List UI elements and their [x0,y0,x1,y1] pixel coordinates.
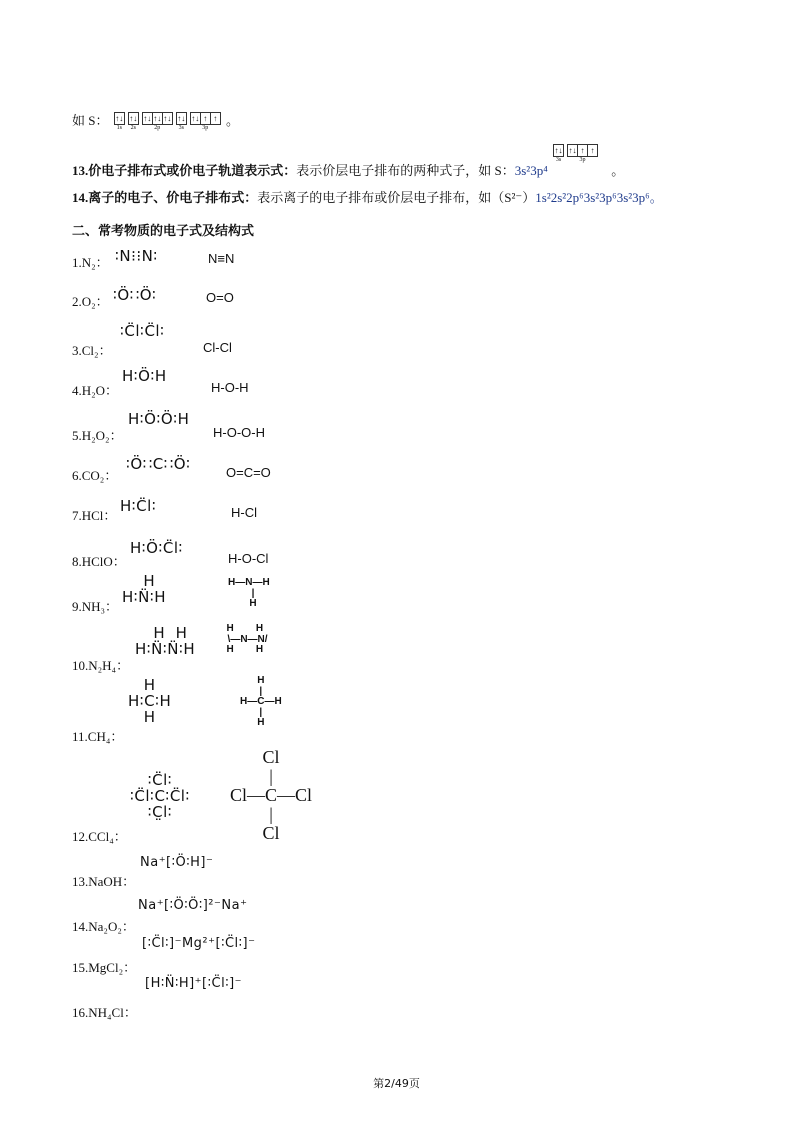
orbital-group [176,112,187,132]
item-14-text: 表示离子的电子排布或价层电子排布，如（S²⁻） [257,190,536,205]
substance-label: 11.CH₄： [72,729,124,744]
orbital-box: ↑ [201,113,211,124]
electron-formula: Na⁺[∶Ö∶Ö∶]²⁻Na⁺ [138,898,248,913]
substance-label: 10.N₂H₄： [72,658,130,673]
page-footer: 第2/49页 [373,1077,420,1090]
item-13-formula: 3s²3p⁴ [514,163,548,178]
example-prefix: 如 S： [72,113,109,128]
item-14 [72,187,663,206]
structural-formula: H-Cl [231,505,257,520]
section-title: 二、常考物质的电子式及结构式 [72,224,255,239]
orbital-box: ↑↓ [115,114,124,124]
orbital-box: ↑ [213,114,218,124]
orbital-label: 3p [202,125,209,132]
orbital-box: ↑↓ [177,114,186,124]
orbital-label: 3p [579,157,586,163]
orbital-group [114,112,125,132]
structural-formula: H—N—H | H [228,577,270,609]
substance-label: 16.NH₄Cl： [72,1005,137,1020]
substance-label: 3.Cl₂： [72,343,112,358]
orbital-group [128,112,139,132]
substance-label: 15.MgCl₂： [72,960,137,975]
electron-formula: H∶Ö∶C̈l∶ [130,539,183,557]
orbital-box: ↑↓ [143,114,152,124]
orbital-group [142,112,173,132]
substance-label: 8.HClO： [72,554,126,569]
structural-formula: H | H—C—H | H [240,675,282,728]
electron-formula: H H∶N̈∶H [122,572,167,606]
item-13 [72,146,625,179]
substance-label: 12.CCl₄： [72,829,127,844]
example-suffix: 。 [225,113,239,128]
structural-formula: Cl | Cl—C—Cl | Cl [230,747,313,843]
orbital-label: 2p [154,125,161,132]
substance-label: 1.N₂： [72,255,109,270]
orbital-diagram [114,112,221,132]
electron-formula: ∶C̈l∶C̈l∶ [120,322,165,340]
electron-formula: H∶Ö∶H [122,367,167,385]
orbital-box: ↑↓ [191,114,200,124]
substance-label: 5.H₂O₂： [72,428,123,443]
orbital-box: ↑↓ [129,114,138,124]
substance-label: 13.NaOH： [72,874,136,889]
item-13-title: 13.价电子排布式或价电子轨道表示式： [72,163,297,178]
electron-formula: ∶N⁝⁝N∶ [115,247,158,265]
substance-label: 6.CO₂： [72,468,118,483]
structural-formula: O=C=O [226,465,271,480]
electron-formula: [∶C̈l∶]⁻Mg²⁺[∶C̈l∶]⁻ [142,936,256,951]
orbital-box: ↑↓ [153,114,162,124]
structural-formula: H-O-H [211,380,249,395]
structural-formula: H H \—N—N/ H H [226,623,268,655]
substance-label: 7.HCl： [72,508,117,523]
orbital-box: ↑↓ [163,114,172,124]
substance-label: 2.O₂： [72,294,109,309]
structural-formula: N≡N [208,251,235,266]
electron-formula: ∶Ö∷C∷Ö∶ [126,455,191,473]
structural-formula: H-O-O-H [213,425,265,440]
s-orbital-example [72,110,239,132]
orbital-label: 3s [555,157,562,163]
orbital-group [190,112,221,132]
substance-label: 9.NH₃： [72,599,119,614]
structural-formula: Cl-Cl [203,340,232,355]
electron-formula: H H∶C∶H H [128,676,172,726]
valence-orbital-diagram: ↑↓ 3s ↑↓ ↑ ↑ 3p [553,144,598,164]
structural-formula: O=O [206,290,234,305]
item-13-suffix: 。 [611,163,625,178]
item-14-title: 14.离子的电子、价电子排布式： [72,190,258,205]
electron-formula: Na⁺[∶Ö∶H]⁻ [140,855,214,870]
electron-formula: [H∶N̈∶H]⁺[∶C̈l∶]⁻ [145,976,243,991]
item-13-text: 表示价层电子排布的两种式子，如 S： [296,163,515,178]
orbital-label: 3s [178,125,184,132]
structural-formula: H-O-Cl [228,551,269,566]
electron-formula: H∶Ö∶Ö∶H [128,410,190,428]
orbital-label: 1s [116,125,122,132]
orbital-label: 2s [130,125,136,132]
substance-label: 14.Na₂O₂： [72,919,135,934]
electron-formula: H H H∶N̈∶N̈∶H [135,624,196,658]
electron-formula: H∶C̈l∶ [120,497,157,515]
item-14-formula: 1s²2s²2p⁶3s²3p⁶3s²3p⁶。 [535,190,663,205]
electron-formula: ∶Ö∷Ö∶ [113,286,157,304]
electron-formula: ∶C̈l∶ ∶C̈l∶C∶C̈l∶ ∶C̤l∶ [130,771,190,821]
substance-label: 4.H₂O： [72,383,119,398]
